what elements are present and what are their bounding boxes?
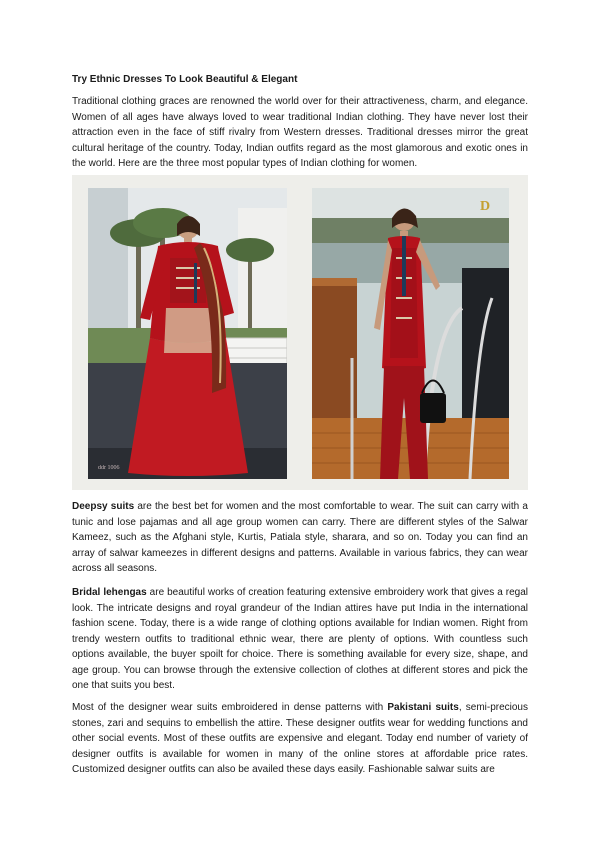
deepsy-text: are the best bet for women and the most comfortable to wear. The suit can carry with a tunic and lose pajamas and all age group women can carry. There are different styles of the Salwar Kameez, such as the Afghani style, Kurtis, Patiala style, sharara, and so on. Today you can find an array of salwar kameezes in different designs and patterns. Available in various fabrics, they can wear across all seasons. [72,501,528,574]
designer-text-end: , semi-precious stones, zari and sequins to embellish the attire. These designer outfits wear for wedding functions and other social events. Most of these outfits are expensive and elegant. Today end number of variety of designer outfits is available for women in many of the online stores at affordable price rates. Customized designer outfits can also be availed these days easily. Fashionable salwar suits are [72,702,528,775]
svg-text:D: D [480,199,491,214]
bridal-keyword: Bridal lehengas [72,587,147,598]
photo-watermark: ddr 1006 [98,465,120,471]
deepsy-paragraph [72,499,528,577]
bridal-text: are beautiful works of creation featuring extensive embroidery work that gives a regal look. The intricate designs and royal grandeur of the Indian attires have put India in the international fashion scene. Today, there is a wide range of clothing options available for Indian women. Right from trendy western outfits to traditional ethnic wear, there are plenty of options. With countless such options available, the buyer spoilt for choice. There is something available for every size, shape, and age group. You can browse through the extensive collection of clothes at different stores and pick the one that suits you best. [72,587,528,691]
model-photo-right-image [312,188,509,479]
model-photo-left [88,188,287,479]
pakistani-keyword: Pakistani suits [387,702,459,713]
designer-paragraph [72,700,528,800]
model-photo-left-image [88,188,287,479]
intro-paragraph: Traditional clothing graces are renowned the world over for their attractiveness, charm, and elegance. Women of all ages have always loved to wear traditional Indian clothing. They have never lost their attraction even in the face of stiff rivalry from Western dresses. Traditional dresses mirror the great cultural heritage of the country. Today, Indian outfits regard as the most glamorous and exotic ones in the world. Here are the three most popular types of Indian clothing for women. [72,96,528,169]
deepsy-keyword: Deepsy suits [72,501,135,512]
model-photo-right [312,188,509,479]
article-title: Try Ethnic Dresses To Look Beautiful & Elegant [72,74,298,85]
photo-panel [72,175,528,490]
bridal-paragraph [72,585,528,694]
designer-text-start: Most of the designer wear suits embroidered in dense patterns with [72,702,388,713]
